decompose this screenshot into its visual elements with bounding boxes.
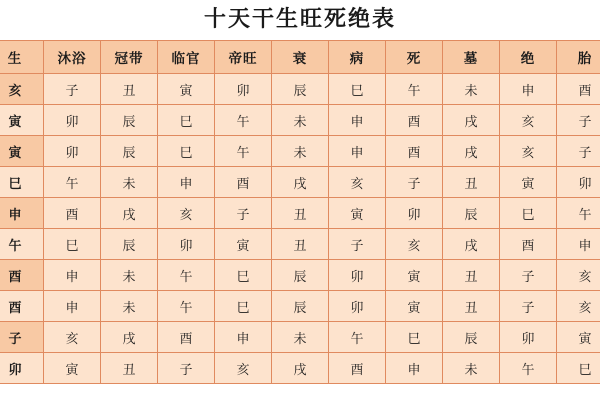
table-header-row: [0, 41, 600, 74]
cell-7-9: 亥: [557, 291, 600, 322]
cell-4-9: 午: [557, 198, 600, 229]
cell-4-2: 亥: [158, 198, 215, 229]
cell-3-0: 午: [44, 167, 101, 198]
cell-7-1: 未: [101, 291, 158, 322]
column-header-2: 冠带: [101, 41, 158, 74]
cell-7-4: 辰: [272, 291, 329, 322]
cell-4-7: 辰: [443, 198, 500, 229]
table-row: [0, 353, 600, 384]
cell-6-7: 丑: [443, 260, 500, 291]
cell-6-5: 卯: [329, 260, 386, 291]
cell-9-5: 酉: [329, 353, 386, 384]
cell-5-6: 亥: [386, 229, 443, 260]
cell-6-9: 亥: [557, 260, 600, 291]
cell-4-5: 寅: [329, 198, 386, 229]
cell-0-9: 酉: [557, 74, 600, 105]
cell-3-4: 戌: [272, 167, 329, 198]
table-row: [0, 291, 600, 322]
column-header-10: 胎: [557, 41, 600, 74]
cell-8-9: 寅: [557, 322, 600, 353]
cell-8-4: 未: [272, 322, 329, 353]
cell-2-5: 申: [329, 136, 386, 167]
cell-6-8: 子: [500, 260, 557, 291]
cell-7-8: 子: [500, 291, 557, 322]
cell-0-0: 子: [44, 74, 101, 105]
cell-0-8: 申: [500, 74, 557, 105]
cell-1-9: 子: [557, 105, 600, 136]
cell-5-4: 丑: [272, 229, 329, 260]
cell-2-4: 未: [272, 136, 329, 167]
table-row: [0, 229, 600, 260]
cell-6-4: 辰: [272, 260, 329, 291]
column-header-8: 墓: [443, 41, 500, 74]
table-row: [0, 322, 600, 353]
cell-8-0: 亥: [44, 322, 101, 353]
column-header-7: 死: [386, 41, 443, 74]
cell-1-7: 戌: [443, 105, 500, 136]
cell-8-3: 申: [215, 322, 272, 353]
cell-1-2: 巳: [158, 105, 215, 136]
cell-2-9: 子: [557, 136, 600, 167]
column-header-1: 沐浴: [44, 41, 101, 74]
cell-6-2: 午: [158, 260, 215, 291]
column-header-3: 临官: [158, 41, 215, 74]
cell-5-3: 寅: [215, 229, 272, 260]
cell-2-1: 辰: [101, 136, 158, 167]
row-head-2: 寅: [0, 136, 44, 167]
cell-9-1: 丑: [101, 353, 158, 384]
cell-7-7: 丑: [443, 291, 500, 322]
row-head-6: 酉: [0, 260, 44, 291]
cell-0-4: 辰: [272, 74, 329, 105]
cell-2-8: 亥: [500, 136, 557, 167]
cell-2-0: 卯: [44, 136, 101, 167]
cell-6-3: 巳: [215, 260, 272, 291]
cell-9-0: 寅: [44, 353, 101, 384]
cell-8-5: 午: [329, 322, 386, 353]
cell-0-6: 午: [386, 74, 443, 105]
cell-3-6: 子: [386, 167, 443, 198]
cell-5-5: 子: [329, 229, 386, 260]
row-head-5: 午: [0, 229, 44, 260]
cell-9-2: 子: [158, 353, 215, 384]
cell-8-6: 巳: [386, 322, 443, 353]
table-row: [0, 198, 600, 229]
cell-0-1: 丑: [101, 74, 158, 105]
cell-5-9: 申: [557, 229, 600, 260]
cell-1-6: 酉: [386, 105, 443, 136]
column-header-5: 衰: [272, 41, 329, 74]
cell-8-1: 戌: [101, 322, 158, 353]
cell-5-0: 巳: [44, 229, 101, 260]
row-head-9: 卯: [0, 353, 44, 384]
cell-7-3: 巳: [215, 291, 272, 322]
cell-1-3: 午: [215, 105, 272, 136]
table-row: [0, 136, 600, 167]
cell-0-7: 未: [443, 74, 500, 105]
table-body: [0, 74, 600, 384]
cell-9-4: 戌: [272, 353, 329, 384]
cell-4-1: 戌: [101, 198, 158, 229]
cell-1-5: 申: [329, 105, 386, 136]
cell-3-2: 申: [158, 167, 215, 198]
column-header-9: 绝: [500, 41, 557, 74]
cell-3-8: 寅: [500, 167, 557, 198]
row-head-4: 申: [0, 198, 44, 229]
cell-8-2: 酉: [158, 322, 215, 353]
cell-9-8: 午: [500, 353, 557, 384]
cell-3-1: 未: [101, 167, 158, 198]
cell-4-6: 卯: [386, 198, 443, 229]
cell-7-5: 卯: [329, 291, 386, 322]
cell-5-1: 辰: [101, 229, 158, 260]
cell-6-6: 寅: [386, 260, 443, 291]
cell-7-0: 申: [44, 291, 101, 322]
table-row: [0, 105, 600, 136]
cell-0-2: 寅: [158, 74, 215, 105]
cell-6-0: 申: [44, 260, 101, 291]
cell-3-9: 卯: [557, 167, 600, 198]
cell-1-8: 亥: [500, 105, 557, 136]
column-header-0: 生: [0, 41, 44, 74]
table-row: [0, 74, 600, 105]
cell-3-7: 丑: [443, 167, 500, 198]
column-header-6: 病: [329, 41, 386, 74]
table-header: [0, 41, 600, 74]
cell-8-7: 辰: [443, 322, 500, 353]
cell-5-8: 酉: [500, 229, 557, 260]
cell-1-0: 卯: [44, 105, 101, 136]
page-title: 十天干生旺死绝表: [203, 7, 396, 32]
table-row: [0, 260, 600, 291]
cell-7-2: 午: [158, 291, 215, 322]
cell-9-6: 申: [386, 353, 443, 384]
cell-0-5: 巳: [329, 74, 386, 105]
row-head-7: 酉: [0, 291, 44, 322]
row-head-0: 亥: [0, 74, 44, 105]
cell-7-6: 寅: [386, 291, 443, 322]
table-row: [0, 167, 600, 198]
cell-8-8: 卯: [500, 322, 557, 353]
column-header-4: 帝旺: [215, 41, 272, 74]
cell-9-9: 巳: [557, 353, 600, 384]
cell-2-7: 戌: [443, 136, 500, 167]
cell-5-7: 戌: [443, 229, 500, 260]
row-head-1: 寅: [0, 105, 44, 136]
row-head-3: 巳: [0, 167, 44, 198]
cell-9-7: 未: [443, 353, 500, 384]
ten-stems-table: [0, 40, 600, 384]
cell-0-3: 卯: [215, 74, 272, 105]
cell-2-3: 午: [215, 136, 272, 167]
table-container: [0, 40, 600, 384]
cell-1-4: 未: [272, 105, 329, 136]
cell-4-4: 丑: [272, 198, 329, 229]
cell-3-5: 亥: [329, 167, 386, 198]
cell-3-3: 酉: [215, 167, 272, 198]
cell-4-0: 酉: [44, 198, 101, 229]
cell-9-3: 亥: [215, 353, 272, 384]
cell-4-3: 子: [215, 198, 272, 229]
cell-1-1: 辰: [101, 105, 158, 136]
cell-6-1: 未: [101, 260, 158, 291]
cell-4-8: 巳: [500, 198, 557, 229]
cell-2-6: 酉: [386, 136, 443, 167]
row-head-8: 子: [0, 322, 44, 353]
cell-2-2: 巳: [158, 136, 215, 167]
cell-5-2: 卯: [158, 229, 215, 260]
